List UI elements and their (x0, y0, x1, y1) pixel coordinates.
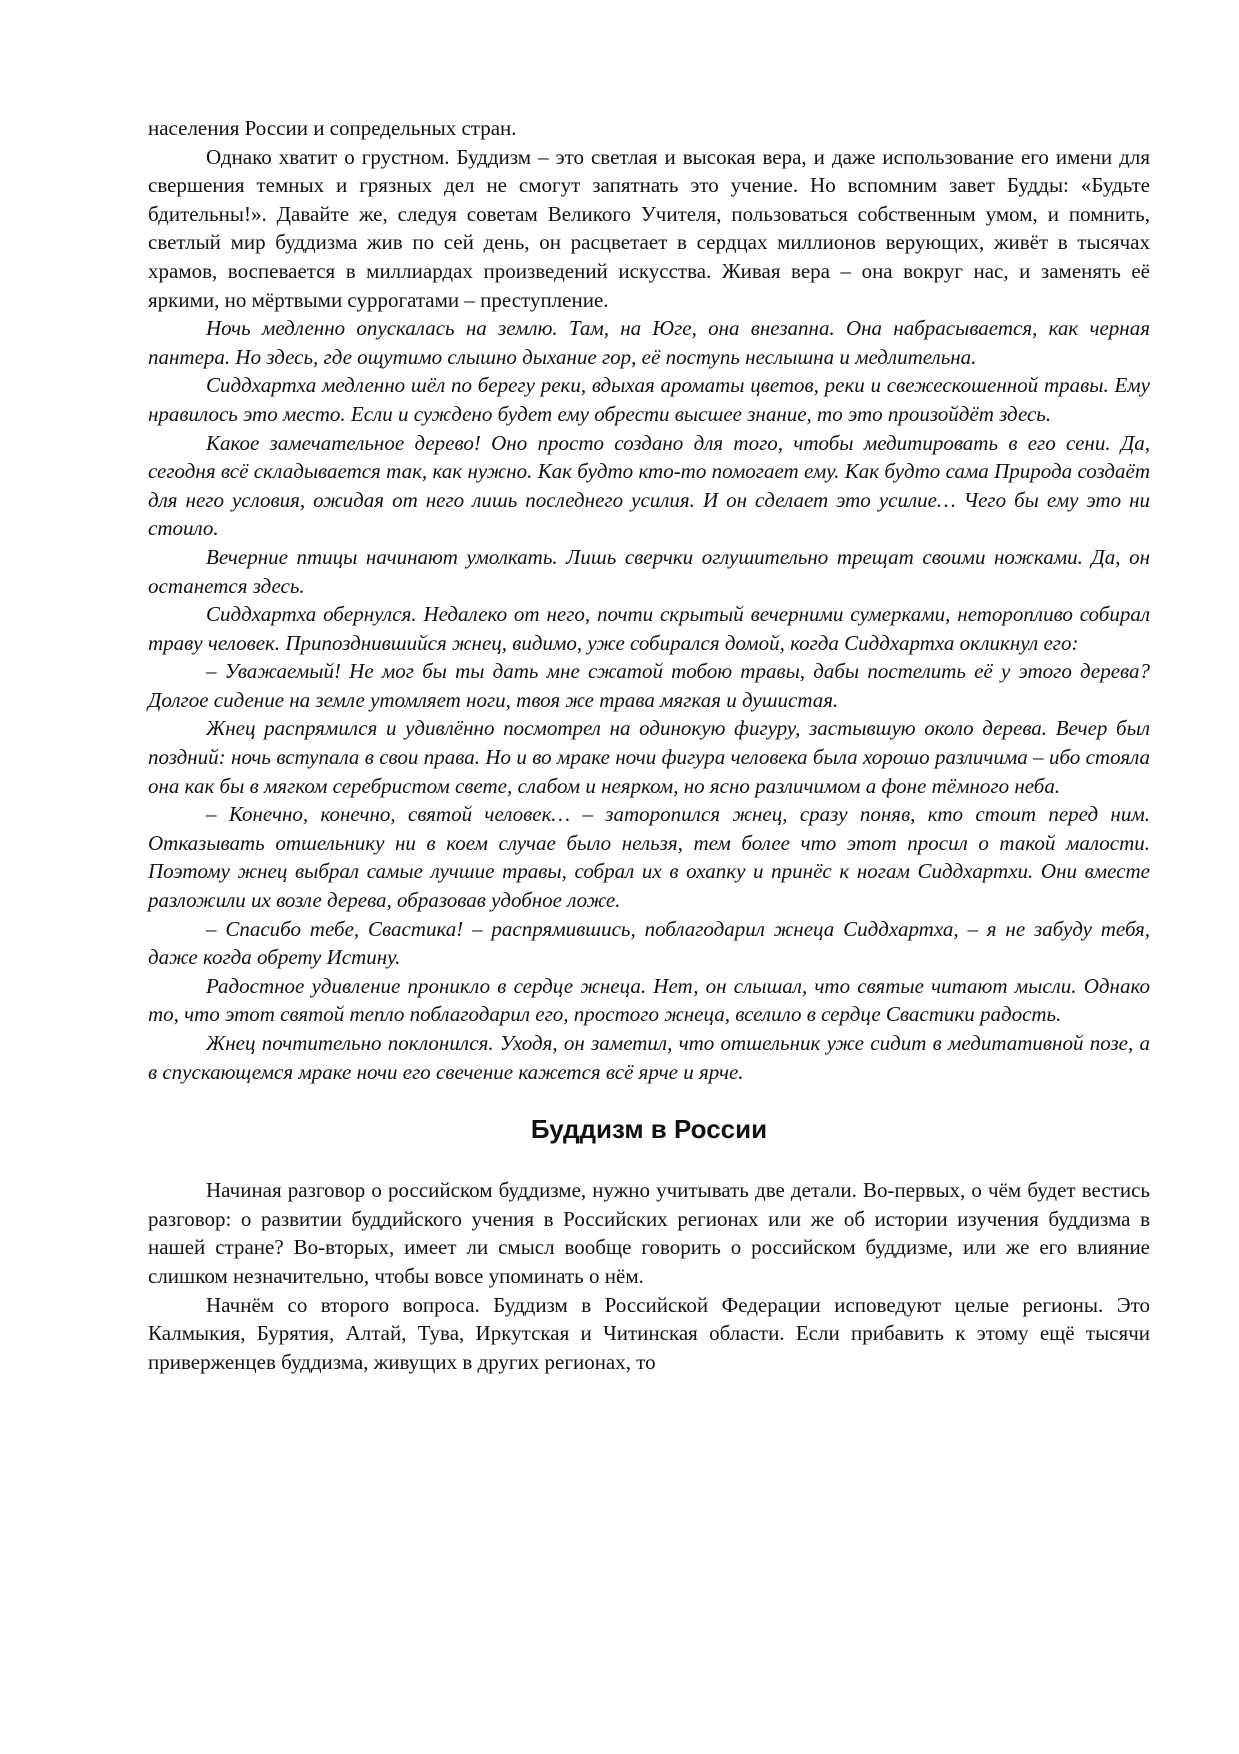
document-page (148, 114, 1150, 1376)
story-paragraph: Какое замечательное дерево! Оно просто создано для того, чтобы медитировать в его сени. Да, сегодня всё складывается так, как нужно. Как будто кто-то помогает ему. Как будто сама Природа создаёт для него условия, ожидая от него лишь последнего усилия. И он сделает это усилие… Чего бы ему это ни стоило. (148, 430, 1150, 541)
story-paragraph: Сиддхартха медленно шёл по берегу реки, вдыхая ароматы цветов, реки и свежескошенной травы. Ему нравилось это место. Если и суждено будет ему обрести высшее знание, то это произойдёт здесь. (148, 373, 1150, 426)
story-paragraph: Ночь медленно опускалась на землю. Там, на Юге, она внезапна. Она набрасывается, как черная пантера. Но здесь, где ощутимо слышно дыхание гор, её поступь неслышна и медлительна. (148, 316, 1150, 369)
story-paragraph: Сиддхартха обернулся. Недалеко от него, почти скрытый вечерними сумерками, неторопливо собирал траву человек. Припозднившийся жнец, видимо, уже собирался домой, когда Сиддхартха окликнул его: (148, 602, 1150, 655)
paragraph: Начиная разговор о российском буддизме, нужно учитывать две детали. Во-первых, о чём будет вестись разговор: о развитии буддийского учения в Российских регионах или же об истории изучения буддизма в нашей стране? Во-вторых, имеет ли смысл вообще говорить о российском буддизме, или же его влияние слишком незначительно, чтобы вовсе упоминать о нём. (148, 1178, 1150, 1288)
paragraph: Начнём со второго вопроса. Буддизм в Российской Федерации исповедуют целые регионы. Это Калмыкия, Бурятия, Алтай, Тува, Иркутская и Читинская области. Если прибавить к этому ещё тысячи приверженцев буддизма, живущих в других регионах, то (148, 1292, 1150, 1374)
section-heading: Буддизм в России (530, 1114, 768, 1145)
story-paragraph: Вечерние птицы начинают умолкать. Лишь сверчки оглушительно трещат своими ножками. Да, он останется здесь. (148, 544, 1150, 598)
story-paragraph: Жнец распрямился и удивлённо посмотрел на одинокую фигуру, застывшую около дерева. Вечер был поздний: ночь вступала в свои права. Но и во мраке ночи фигура человека была хорошо различима – ибо стояла она как бы в мягком серебристом свете, слабом и неярком, но ясно различимом а фоне тёмного неба. (148, 716, 1150, 798)
paragraph: Однако хватит о грустном. Буддизм – это светлая и высокая вера, и даже использование его имени для свершения темных и грязных дел не смогут запятнать это учение. Но вспомним завет Будды: «Будьте бдительны!». Давайте же, следуя советам Великого Учителя, пользоваться собственным умом, и помнить, светлый мир буддизма жив по сей день, он расцветает в сердцах миллионов верующих, живёт в тысячах храмов, воспевается в миллиардах произведений искусства. Живая вера – она вокруг нас, и заменять её яркими, но мёртвыми суррогатами – преступление. (148, 144, 1150, 312)
story-paragraph: – Уважаемый! Не мог бы ты дать мне сжатой тобою травы, дабы постелить её у этого дерева? Долгое сидение на земле утомляет ноги, твоя же трава мягкая и душистая. (148, 659, 1150, 712)
story-paragraph: – Спасибо тебе, Свастика! – распрямившись, поблагодарил жнеца Сиддхартха, – я не забуду тебя, даже когда обрету Истину. (148, 916, 1150, 970)
story-paragraph: – Конечно, конечно, святой человек… – заторопился жнец, сразу поняв, кто стоит перед ним. Отказывать отшельнику ни в коем случае было нельзя, тем более что этот просил о такой малости. Поэтому жнец выбрал самые лучшие травы, собрал их в охапку и принёс к ногам Сиддхартхи. Они вместе разложили их возле дерева, образовав удобное ложе. (148, 802, 1150, 913)
paragraph: населения России и сопредельных стран. (148, 116, 517, 140)
story-paragraph: Радостное удивление проникло в сердце жнеца. Нет, он слышал, что святые читают мысли. Однако то, что этот святой тепло поблагодарил его, простого жнеца, вселило в сердце Свастики радость. (148, 973, 1150, 1027)
story-paragraph: Жнец почтительно поклонился. Уходя, он заметил, что отшельник уже сидит в медитативной позе, а в спускающемся мраке ночи его свечение кажется всё ярче и ярче. (148, 1031, 1150, 1084)
